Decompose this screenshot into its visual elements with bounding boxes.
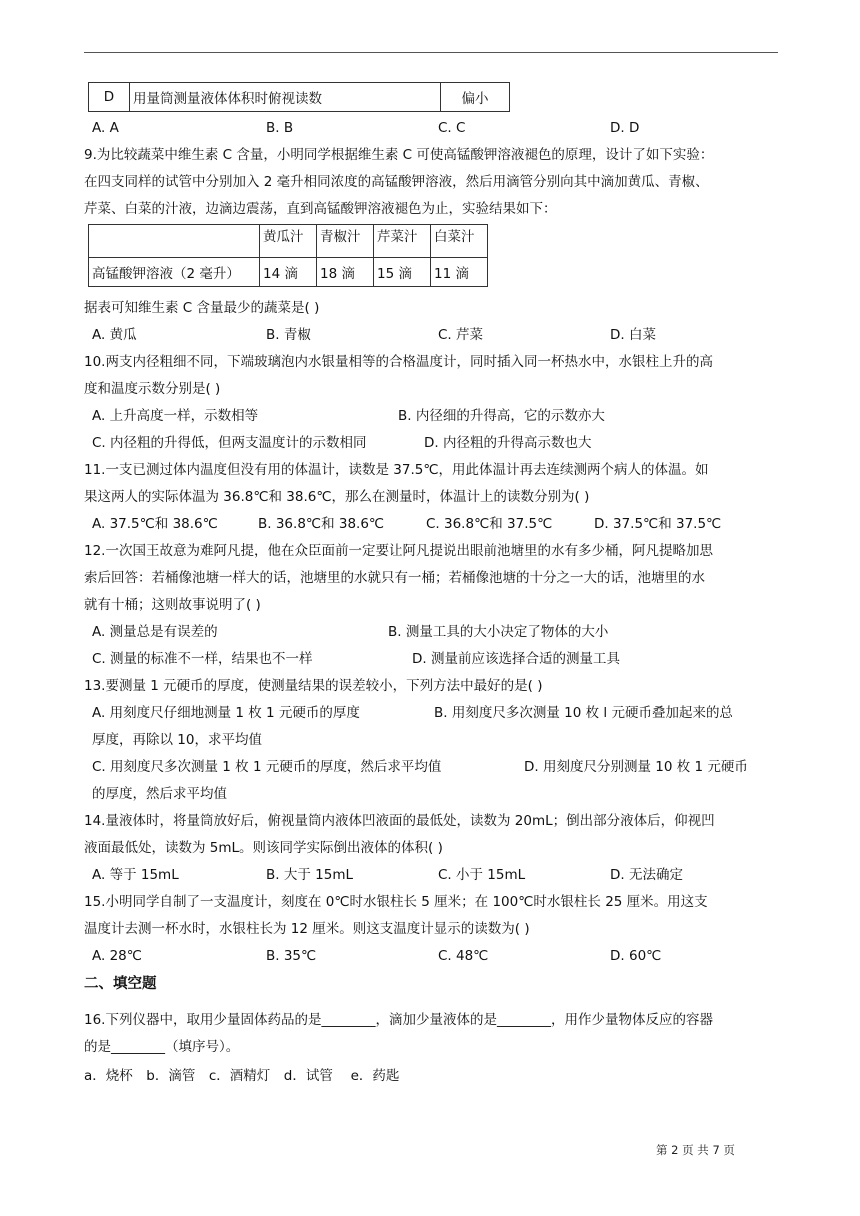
q11-option-c: C. 36.8℃和 37.5℃ [426, 516, 553, 532]
q12-option-d: D. 测量前应该选择合适的测量工具 [412, 651, 620, 667]
q15-option-d: D. 60℃ [610, 948, 662, 964]
q8-option-a: A. A [92, 120, 119, 136]
q10-stem-line-2: 度和温度示数分别是( ) [84, 381, 221, 397]
table-cell: 14 滴 [260, 258, 317, 287]
table-row [89, 258, 488, 287]
q14-stem-line-2: 液面最低处，读数为 5mL。则该同学实际倒出液体的体积( ) [84, 840, 443, 856]
q12-option-a: A. 测量总是有误差的 [92, 624, 218, 640]
table-cell: 偏小 [441, 83, 510, 112]
section-title-fill-in: 二、填空题 [84, 976, 157, 992]
q9-results-table [88, 224, 488, 287]
q16-stem-line-1: 16.下列仪器中，取用少量固体药品的是________，滴加少量液体的是________，用作少量物体反应的容器 [84, 1012, 713, 1028]
q9-tail: 据表可知维生素 C 含量最少的蔬菜是( ) [84, 300, 320, 316]
q11-stem-line-1: 11.一支已测过体内温度但没有用的体温计，读数是 37.5℃，用此体温计再去连续测两个病人的体温。如 [84, 462, 709, 478]
q14-option-b: B. 大于 15mL [266, 867, 353, 883]
q14-option-c: C. 小于 15mL [438, 867, 526, 883]
q15-option-a: A. 28℃ [92, 948, 142, 964]
q9-stem-line-3: 芹菜、白菜的汁液，边滴边震荡，直到高锰酸钾溶液褪色为止，实验结果如下： [84, 201, 557, 217]
q15-stem-line-2: 温度计去测一杯水时，水银柱长为 12 厘米。则这支温度计显示的读数为( ) [84, 921, 530, 937]
q13-option-a: A. 用刻度尺仔细地测量 1 枚 1 元硬币的厚度 [92, 705, 360, 721]
q9-stem-line-1: 9.为比较蔬菜中维生素 C 含量，小明同学根据维生素 C 可使高锰酸钾溶液褪色的原理，设计了如下实验： [84, 147, 714, 163]
q14-option-a: A. 等于 15mL [92, 867, 179, 883]
q9-stem-line-2: 在四支同样的试管中分别加入 2 毫升相同浓度的高锰酸钾溶液，然后用滴管分别向其中滴加黄瓜、青椒、 [84, 174, 709, 190]
q9-option-b: B. 青椒 [266, 327, 311, 343]
q10-stem-line-1: 10.两支内径粗细不同，下端玻璃泡内水银量相等的合格温度计，同时插入同一杯热水中，水银柱上升的高 [84, 354, 713, 370]
table-cell: 15 滴 [374, 258, 431, 287]
table-cell: D [89, 83, 130, 112]
q13-option-b-continued: 厚度，再除以 10，求平均值 [92, 732, 262, 748]
q13-option-d-continued: 的厚度，然后求平均值 [92, 786, 227, 802]
q12-option-b: B. 测量工具的大小决定了物体的大小 [388, 624, 609, 640]
q10-option-c: C. 内径粗的升得低，但两支温度计的示数相同 [92, 435, 367, 451]
q11-stem-line-2: 果这两人的实际体温为 36.8℃和 38.6℃，那么在测量时，体温计上的读数分别为( ) [84, 489, 590, 505]
header-rule [84, 52, 778, 53]
q8-option-c: C. C [438, 120, 466, 136]
q14-stem-line-1: 14.量液体时，将量筒放好后，俯视量筒内液体凹液面的最低处，读数为 20mL；倒出部分液体后，仰视凹 [84, 813, 715, 829]
q9-option-d: D. 白菜 [610, 327, 656, 343]
table-cell: 高锰酸钾溶液（2 毫升） [89, 258, 260, 287]
table-row [89, 225, 488, 258]
q16-choices: a．烧杯 b．滴管 c．酒精灯 d．试管 e．药匙 [84, 1068, 400, 1084]
q15-stem-line-1: 15.小明同学自制了一支温度计，刻度在 0℃时水银柱长 5 厘米；在 100℃时水银柱长 25 厘米。用这支 [84, 894, 708, 910]
q11-option-b: B. 36.8℃和 38.6℃ [258, 516, 385, 532]
q16-stem-line-2: 的是________（填序号）。 [84, 1039, 240, 1055]
q8-option-d: D. D [610, 120, 640, 136]
q8-option-b: B. B [266, 120, 294, 136]
table-header-cell: 白菜汁 [431, 225, 488, 258]
table-row [89, 83, 510, 112]
table-cell: 用量筒测量液体体积时俯视读数 [130, 83, 441, 112]
q12-stem-line-2: 索后回答：若桶像池塘一样大的话，池塘里的水就只有一桶；若桶像池塘的十分之一大的话，池塘里的水 [84, 570, 705, 586]
table-header-cell: 黄瓜汁 [260, 225, 317, 258]
q11-option-a: A. 37.5℃和 38.6℃ [92, 516, 218, 532]
q12-option-c: C. 测量的标准不一样，结果也不一样 [92, 651, 313, 667]
q11-option-d: D. 37.5℃和 37.5℃ [594, 516, 722, 532]
q13-option-b: B. 用刻度尺多次测量 10 枚 l 元硬币叠加起来的总 [434, 705, 733, 721]
q13-stem: 13.要测量 1 元硬币的厚度，使测量结果的误差较小，下列方法中最好的是( ) [84, 678, 543, 694]
q12-stem-line-3: 就有十桶；这则故事说明了( ) [84, 597, 261, 613]
q10-option-b: B. 内径细的升得高，它的示数亦大 [398, 408, 605, 424]
table-cell: 11 滴 [431, 258, 488, 287]
prev-question-table [88, 82, 510, 112]
q15-option-b: B. 35℃ [266, 948, 317, 964]
table-header-cell: 芹菜汁 [374, 225, 431, 258]
q15-option-c: C. 48℃ [438, 948, 489, 964]
q12-stem-line-1: 12.一次国王故意为难阿凡提，他在众臣面前一定要让阿凡提说出眼前池塘里的水有多少桶，阿凡提略加思 [84, 543, 713, 559]
q13-option-c: C. 用刻度尺多次测量 1 枚 1 元硬币的厚度，然后求平均值 [92, 759, 442, 775]
q10-option-d: D. 内径粗的升得高示数也大 [424, 435, 592, 451]
table-cell: 18 滴 [317, 258, 374, 287]
q10-option-a: A. 上升高度一样，示数相等 [92, 408, 259, 424]
table-header-cell: 青椒汁 [317, 225, 374, 258]
page-footer: 第 2 页 共 7 页 [656, 1143, 735, 1157]
q9-option-a: A. 黄瓜 [92, 327, 137, 343]
q14-option-d: D. 无法确定 [610, 867, 683, 883]
q13-option-d: D. 用刻度尺分别测量 10 枚 1 元硬币 [524, 759, 748, 775]
table-header-cell [89, 225, 260, 258]
q9-option-c: C. 芹菜 [438, 327, 484, 343]
